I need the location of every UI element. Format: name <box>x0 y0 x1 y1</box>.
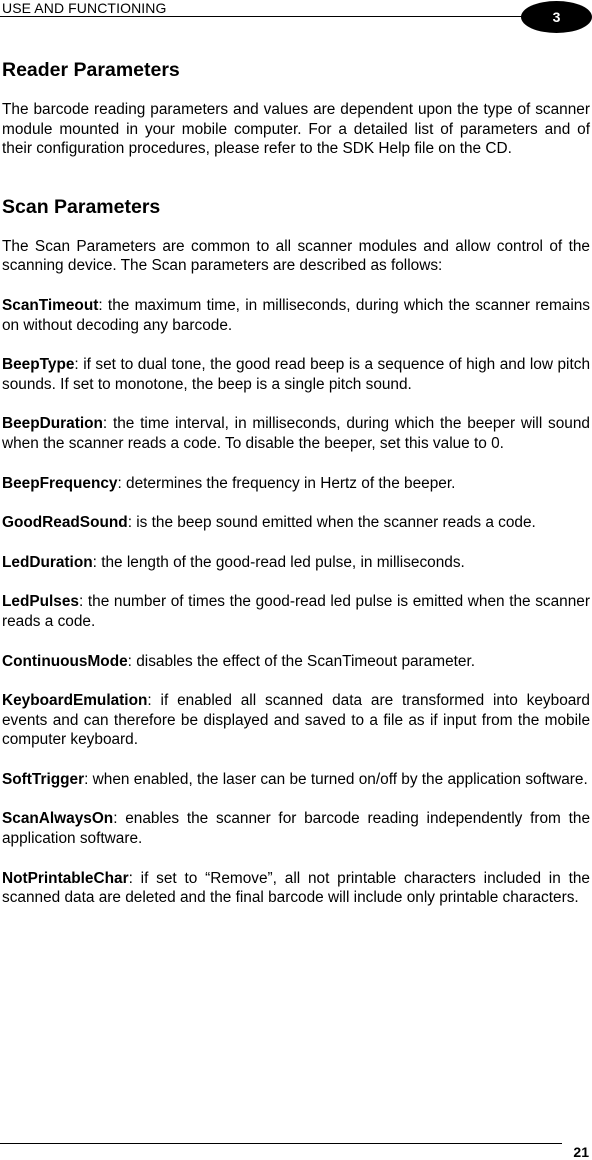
param-desc: : if set to “Remove”, all not printable characters included in the scanned data are deleted and the final barcode will include only printable characters. <box>2 869 590 907</box>
param-good-read-sound <box>2 513 590 533</box>
footer-rule <box>0 1143 562 1144</box>
param-term: ScanTimeout <box>2 296 99 314</box>
scan-parameter-list <box>2 296 590 908</box>
param-term: KeyboardEmulation <box>2 692 148 710</box>
param-desc: : the number of times the good-read led pulse is emitted when the scanner reads a code. <box>2 593 590 630</box>
param-led-pulses <box>2 592 590 631</box>
param-term: BeepType <box>2 356 75 374</box>
header-rule <box>0 16 540 17</box>
param-beep-frequency <box>2 474 590 494</box>
param-not-printable-char <box>2 869 590 908</box>
param-beep-duration <box>2 414 590 453</box>
header-title: USE AND FUNCTIONING <box>2 0 167 16</box>
param-term: ContinuousMode <box>2 652 128 670</box>
param-term: NotPrintableChar <box>2 869 129 887</box>
param-desc: : determines the frequency in Hertz of the beeper. <box>117 474 456 492</box>
param-term: GoodReadSound <box>2 514 128 532</box>
param-term: ScanAlwaysOn <box>2 810 114 828</box>
section-title-reader-parameters: Reader Parameters <box>2 59 180 81</box>
param-term: SoftTrigger <box>2 770 85 788</box>
param-term: LedPulses <box>2 593 79 611</box>
param-term: LedDuration <box>2 553 93 571</box>
param-desc: : the length of the good-read led pulse, in milliseconds. <box>92 553 465 571</box>
param-desc: : the maximum time, in milliseconds, during which the scanner remains on without decoding any barcode. <box>2 296 590 334</box>
param-desc: : if enabled all scanned data are transformed into keyboard events and can therefore be displayed and saved to a file as if input from the mobile computer keyboard. <box>2 692 590 749</box>
chapter-badge <box>521 1 592 33</box>
param-beep-type <box>2 355 590 394</box>
param-soft-trigger <box>2 770 590 790</box>
param-scan-timeout <box>2 296 590 335</box>
param-led-duration <box>2 553 590 573</box>
reader-parameters-text: The barcode reading parameters and values are dependent upon the type of scanner module mounted in your mobile computer. For a detailed list of parameters and of their configuration procedures, please refer to the SDK Help file on the CD. <box>2 101 590 158</box>
param-desc: : enables the scanner for barcode reading independently from the application software. <box>2 810 590 848</box>
param-term: BeepFrequency <box>2 474 118 492</box>
section-title-scan-parameters: Scan Parameters <box>2 195 161 218</box>
page-content <box>2 58 590 908</box>
param-desc: : when enabled, the laser can be turned on/off by the application software. <box>84 770 588 788</box>
param-keyboard-emulation <box>2 691 590 750</box>
param-term: BeepDuration <box>2 415 103 433</box>
scan-parameters-intro: The Scan Parameters are common to all scanner modules and allow control of the scanning device. The Scan parameters are described as follows: <box>2 237 590 275</box>
param-desc: : if set to dual tone, the good read beep is a sequence of high and low pitch sounds. If set to monotone, the beep is a single pitch sound. <box>2 356 590 393</box>
param-scan-always-on <box>2 809 590 848</box>
param-desc: : disables the effect of the ScanTimeout parameter. <box>127 652 476 670</box>
param-desc: : is the beep sound emitted when the scanner reads a code. <box>127 514 536 532</box>
param-continuous-mode <box>2 652 590 672</box>
chapter-number: 3 <box>552 9 561 25</box>
page-number: 21 <box>573 1144 589 1160</box>
param-desc: : the time interval, in milliseconds, during which the beeper will sound when the scanner reads a code. To disable the beeper, set this value to 0. <box>2 415 590 452</box>
